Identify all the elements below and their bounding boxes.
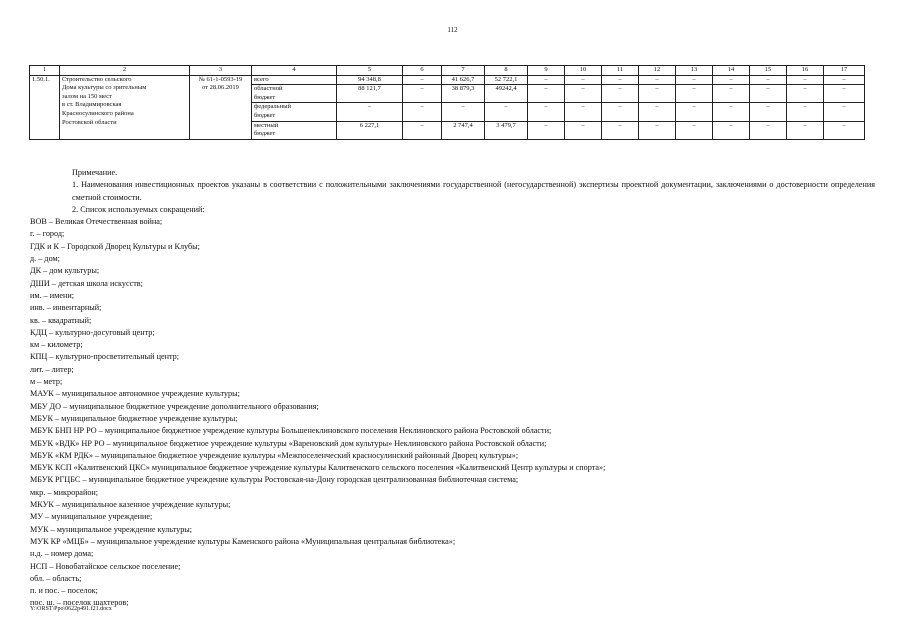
project-name-line: Дома культуры со зрительным <box>62 84 147 92</box>
note-item-1: 1. Наименования инвестиционных проектов указаны в соответствии с положительными заключениями государственной (негосударственной) экспертизы проектной документации, заключениями о достоверности определения сметной стоимости. <box>72 180 875 202</box>
table-cell: – <box>676 103 713 121</box>
abbreviation-item: мкр. – микрорайон; <box>30 487 99 497</box>
table-cell: 6 227,1 <box>337 121 403 139</box>
page-number: 112 <box>447 26 458 34</box>
table-cell: – <box>639 121 676 139</box>
funding-source <box>252 121 337 139</box>
table-cell: – <box>639 75 676 85</box>
table-cell: – <box>337 103 403 121</box>
abbreviation-item: МБУК РГЦБС – муниципальное бюджетное учреждение культуры Ростовская-на-Дону городская централизованная библиотечная система; <box>30 475 519 485</box>
column-header: 3 <box>190 66 252 76</box>
funding-source-text: федеральный <box>254 103 291 111</box>
abbreviation-item: ВОВ – Великая Отечественная война; <box>30 217 163 227</box>
abbreviation-item: п. и пос. – поселок; <box>30 586 98 596</box>
project-name-line: Строительство сельского <box>62 75 132 83</box>
table-cell: – <box>528 85 565 103</box>
table-cell: – <box>403 85 442 103</box>
abbreviation-item: им. – имени; <box>30 290 75 300</box>
abbreviation-item: МУК КР «МЦБ» – муниципальное учреждение культуры Каменского района «Муниципальная центральная библиотека»; <box>30 536 456 546</box>
project-name-line: Ростовской области <box>62 118 117 126</box>
column-header: 1 <box>30 66 60 76</box>
funding-source-text: бюджет <box>254 93 276 101</box>
abbreviation-item: обл. – область; <box>30 573 82 583</box>
investment-table <box>29 65 865 140</box>
abbreviation-item: МБУК – муниципальное бюджетное учреждение культуры; <box>30 413 238 423</box>
table-cell: – <box>602 103 639 121</box>
project-name-line: Красносулинского района <box>62 109 134 117</box>
column-header: 11 <box>602 66 639 76</box>
funding-source <box>252 103 337 121</box>
abbreviation-item: лит. – литер; <box>30 364 74 374</box>
table-cell: 3 479,7 <box>485 121 528 139</box>
table-cell: – <box>787 75 824 85</box>
abbreviation-item: м – метр; <box>30 377 63 387</box>
table-cell: – <box>403 103 442 121</box>
abbreviation-item: д. – дом; <box>30 254 60 264</box>
table-row <box>30 75 865 85</box>
table-cell: – <box>676 121 713 139</box>
table-cell: – <box>528 121 565 139</box>
table-cell: – <box>824 121 865 139</box>
column-header: 17 <box>824 66 865 76</box>
funding-source-text: бюджет <box>254 130 276 138</box>
funding-source-text: бюджет <box>254 111 276 119</box>
table-cell: – <box>602 121 639 139</box>
column-header: 14 <box>713 66 750 76</box>
column-header: 15 <box>750 66 787 76</box>
note-item-2: 2. Список используемых сокращений: <box>72 204 205 214</box>
abbreviation-item: МБУК КСП «Калитвенский ЦКС» муниципальное бюджетное учреждение культуры Калитвенского сельского поселения «Калитвенский Центр культуры и спорта»; <box>30 463 606 473</box>
column-header: 9 <box>528 66 565 76</box>
table-cell: 41 626,7 <box>442 75 485 85</box>
column-header: 2 <box>60 66 190 76</box>
table-cell: 38 879,3 <box>442 85 485 103</box>
column-header: 4 <box>252 66 337 76</box>
abbreviation-item: г. – город; <box>30 229 65 239</box>
table-cell: – <box>602 75 639 85</box>
table-cell: – <box>442 103 485 121</box>
column-header: 8 <box>485 66 528 76</box>
table-cell: – <box>713 85 750 103</box>
table-cell: – <box>750 103 787 121</box>
table-cell: – <box>485 103 528 121</box>
abbreviation-item: МАУК – муниципальное автономное учреждение культуры; <box>30 389 240 399</box>
conclusion-line: от 28.06.2019 <box>202 84 239 92</box>
table-cell: – <box>528 75 565 85</box>
column-header: 6 <box>403 66 442 76</box>
table-cell: – <box>750 85 787 103</box>
table-cell: – <box>787 103 824 121</box>
funding-source-text: всего <box>254 75 269 83</box>
funding-source <box>252 85 337 103</box>
table-cell: – <box>824 75 865 85</box>
table-cell: 94 348,8 <box>337 75 403 85</box>
column-header: 16 <box>787 66 824 76</box>
table-cell: – <box>403 75 442 85</box>
abbreviation-item: инв. – инвентарный; <box>30 303 102 313</box>
project-name-line: в ст. Владимировская <box>62 101 122 109</box>
conclusion-line: № 61-1-0593-19 <box>198 75 243 83</box>
abbreviation-item: кв. – квадратный; <box>30 315 92 325</box>
project-name-line: залом на 150 мест <box>62 92 112 100</box>
column-header: 12 <box>639 66 676 76</box>
table-cell: 49242,4 <box>485 85 528 103</box>
notes-section <box>30 167 875 610</box>
file-path-footer: Y:\ORST\Ppo\0622p491.f21.docx <box>30 606 112 612</box>
abbreviation-item: н.д. – номер дома; <box>30 549 94 559</box>
table-cell: – <box>403 121 442 139</box>
table-cell: – <box>676 75 713 85</box>
table-cell: – <box>639 103 676 121</box>
table-cell: – <box>824 103 865 121</box>
table-cell: – <box>676 85 713 103</box>
table-cell: – <box>713 121 750 139</box>
table-cell: – <box>750 121 787 139</box>
table-cell: – <box>565 85 602 103</box>
abbreviation-item: МБУ ДО – муниципальное бюджетное учреждение дополнительного образования; <box>30 401 319 411</box>
abbreviation-item: МУК – муниципальное учреждение культуры; <box>30 524 193 534</box>
table-cell: 52 722,1 <box>485 75 528 85</box>
table-cell: – <box>639 85 676 103</box>
notes-heading: Примечание. <box>72 168 118 177</box>
abbreviation-item: ДК – дом культуры; <box>30 266 100 276</box>
abbreviation-item: МБУК «КМ РДК» – муниципальное бюджетное учреждение культуры «Межпоселенческий красносулинский районный Дворец культуры»; <box>30 450 519 460</box>
table-cell: – <box>565 103 602 121</box>
table-cell: – <box>713 75 750 85</box>
project-number: 1.50.1. <box>30 75 60 139</box>
abbreviation-item: КПЦ – культурно-просветительный центр; <box>30 352 180 362</box>
funding-source <box>252 75 337 85</box>
table-cell: – <box>528 103 565 121</box>
abbreviation-item: ГДК и К – Городской Дворец Культуры и Клубы; <box>30 241 200 251</box>
table-cell: – <box>824 85 865 103</box>
table-cell: – <box>565 121 602 139</box>
abbreviation-item: пос. ш. – поселок шахтеров; <box>30 598 129 608</box>
table-cell: – <box>787 85 824 103</box>
abbreviation-item: ДШИ – детская школа искусств; <box>30 278 143 288</box>
table-cell: – <box>750 75 787 85</box>
abbreviation-item: НСП – Новобатайское сельское поселение; <box>30 561 181 571</box>
table-cell: – <box>602 85 639 103</box>
column-header: 10 <box>565 66 602 76</box>
abbreviation-list <box>30 216 875 610</box>
abbreviation-item: МБУК БНП НР РО – муниципальное бюджетное учреждение культуры Большенеклиновского поселения Неклиновского района Ростовской области; <box>30 426 552 436</box>
funding-source-text: местный <box>254 121 279 129</box>
table-cell: 88 121,7 <box>337 85 403 103</box>
expertise-conclusion <box>190 75 252 139</box>
column-header: 13 <box>676 66 713 76</box>
column-header: 5 <box>337 66 403 76</box>
abbreviation-item: км – километр; <box>30 340 83 350</box>
project-name <box>60 75 190 139</box>
funding-source-text: областной <box>254 85 283 93</box>
column-header: 7 <box>442 66 485 76</box>
table-cell: – <box>713 103 750 121</box>
abbreviation-item: КДЦ – культурно-досуговый центр; <box>30 327 155 337</box>
abbreviation-item: МКУК – муниципальное казенное учреждение культуры; <box>30 500 231 510</box>
table-cell: – <box>787 121 824 139</box>
abbreviation-item: МУ – муниципальное учреждение; <box>30 512 153 522</box>
table-header-row <box>30 66 865 76</box>
table-cell: – <box>565 75 602 85</box>
abbreviation-item: МБУК «ВДК» НР РО – муниципальное бюджетное учреждение культуры «Вареновский дом культуры» Неклиновского района Ростовской области; <box>30 438 547 448</box>
table-cell: 2 747,4 <box>442 121 485 139</box>
